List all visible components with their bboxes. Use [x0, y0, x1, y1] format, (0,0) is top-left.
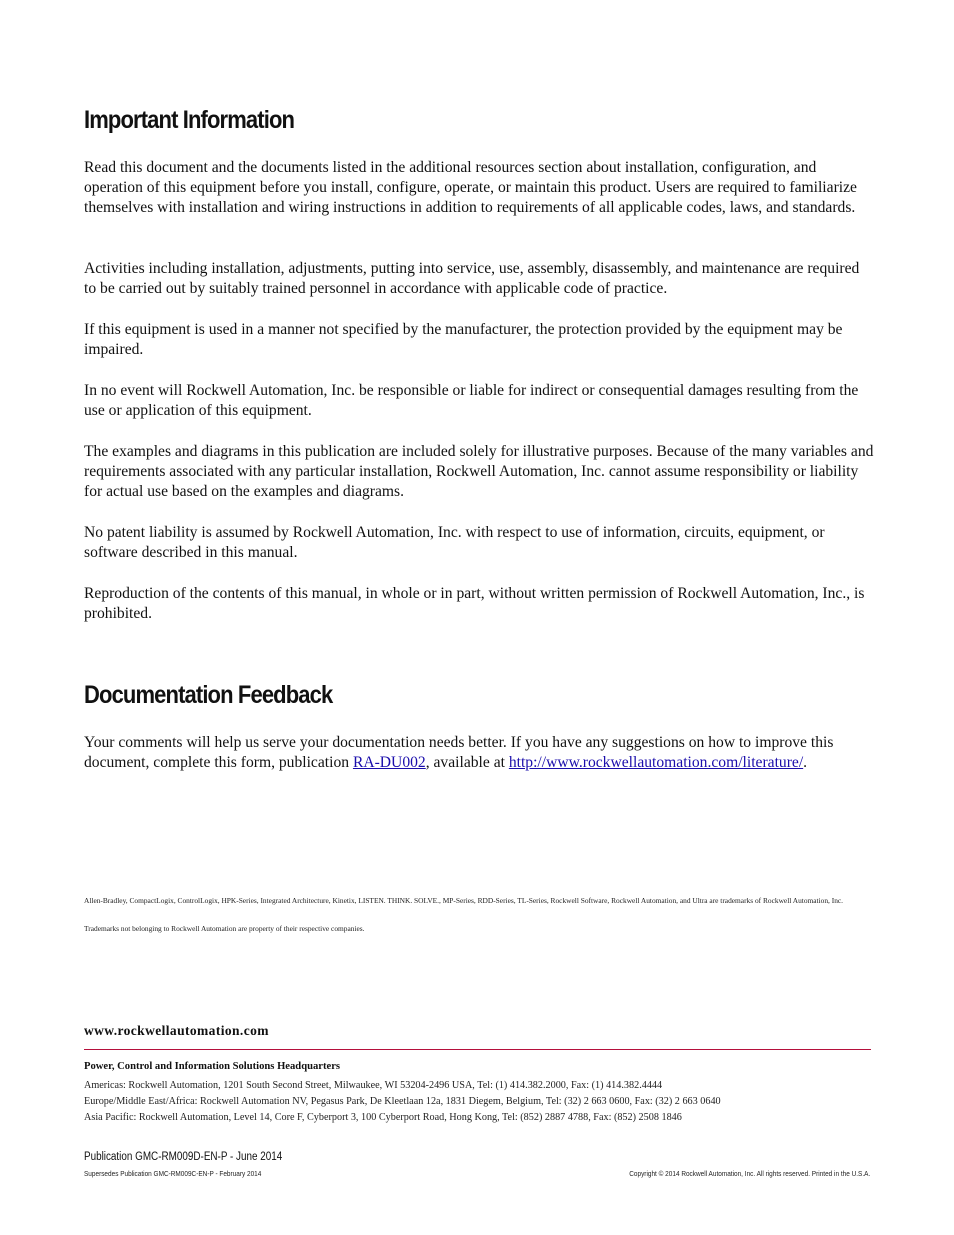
headquarters-title: Power, Control and Information Solutions Headquarters	[84, 1061, 341, 1072]
feedback-text-before: Your comments will help us serve your documentation needs better. If you have any suggestions on how to improve this document, complete this form, publication	[84, 734, 834, 772]
publication-number: Publication GMC-RM009D-EN-P - June 2014	[84, 1151, 283, 1163]
paragraph-equipment-use: If this equipment is used in a manner not specified by the manufacturer, the protection provided by the equipment may be impaired.	[84, 321, 843, 359]
copyright-notice: Copyright © 2014 Rockwell Automation, Inc. All rights reserved. Printed in the U.S.A.	[628, 1169, 870, 1178]
website-url: www.rockwellautomation.com	[84, 1023, 269, 1038]
address-emea: Europe/Middle East/Africa: Rockwell Automation NV, Pegasus Park, De Kleetlaan 12a, 1831 Diegem, Belgium, Tel: (32) 2 663 0600, Fax: (32) 2 663 0640	[84, 1096, 721, 1107]
paragraph-liability: In no event will Rockwell Automation, Inc. be responsible or liable for indirect or consequential damages resulting from the use or application of this equipment.	[84, 382, 859, 420]
paragraph-reproduction: Reproduction of the contents of this manual, in whole or in part, without written permission of Rockwell Automation, Inc., is prohibited.	[84, 585, 865, 623]
paragraph-patent: No patent liability is assumed by Rockwell Automation, Inc. with respect to use of information, circuits, equipment, or software described in this manual.	[84, 524, 825, 562]
important-information-heading: Important Information	[84, 106, 295, 134]
trademark-disclaimer: Trademarks not belonging to Rockwell Automation are property of their respective companies.	[84, 924, 365, 933]
footer-divider	[84, 1049, 871, 1050]
supersedes-note: Supersedes Publication GMC-RM009C-EN-P - February 2014	[84, 1169, 262, 1178]
trademark-statement: Allen-Bradley, CompactLogix, ControlLogix, HPK-Series, Integrated Architecture, Kinetix, LISTEN. THINK. SOLVE., MP-Series, RDD-Series, TL-Series, Rockwell Software, Rockwell Automation, and Ultra are trademarks of Rockwell Automation, Inc.	[84, 896, 844, 905]
feedback-paragraph	[84, 733, 874, 773]
paragraph-read-document: Read this document and the documents listed in the additional resources section about installation, configuration, and operation of this equipment before you install, configure, operate, or maintain this product. Users are required to familiarize themselves with installation and wiring instructions in addition to requirements of all applicable codes, laws, and standards.	[84, 159, 857, 217]
address-asia-pacific: Asia Pacific: Rockwell Automation, Level 14, Core F, Cyberport 3, 100 Cyberport Road, Hong Kong, Tel: (852) 2887 4788, Fax: (852) 2508 1846	[84, 1112, 682, 1123]
literature-url-link[interactable]: http://www.rockwellautomation.com/literature/	[508, 754, 804, 772]
documentation-feedback-heading: Documentation Feedback	[84, 681, 333, 709]
feedback-text-middle: , available at	[425, 754, 509, 772]
publication-link[interactable]: RA-DU002	[352, 754, 426, 772]
address-americas: Americas: Rockwell Automation, 1201 South Second Street, Milwaukee, WI 53204-2496 USA, Tel: (1) 414.382.2000, Fax: (1) 414.382.4444	[84, 1080, 663, 1091]
paragraph-activities: Activities including installation, adjustments, putting into service, use, assembly, disassembly, and maintenance are required to be carried out by suitably trained personnel in accordance with applicable code of practice.	[84, 260, 860, 298]
feedback-text-after: .	[803, 754, 808, 772]
paragraph-examples: The examples and diagrams in this publication are included solely for illustrative purposes. Because of the many variables and requirements associated with any particular installation, Rockwell Automation, Inc. cannot assume responsibility or liability for actual use based on the examples and diagrams.	[84, 443, 874, 501]
